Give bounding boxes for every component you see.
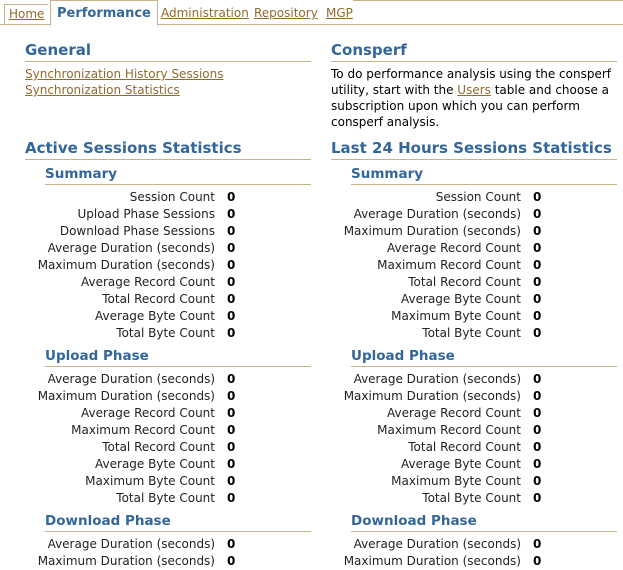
last24-download-title: Download Phase <box>351 512 617 532</box>
stat-row <box>25 206 235 223</box>
stat-value: 0 <box>227 389 236 403</box>
stat-label: Maximum Record Count <box>71 423 215 437</box>
tab-home[interactable]: Home <box>4 4 48 25</box>
stat-value: 0 <box>227 326 236 340</box>
stat-row <box>25 240 235 257</box>
stat-row <box>25 473 235 490</box>
active-summary-title: Summary <box>45 165 311 185</box>
stat-label: Average Duration (seconds) <box>47 372 215 386</box>
last24-summary-section <box>331 165 617 342</box>
active-summary-section <box>25 165 311 342</box>
stat-row <box>331 456 541 473</box>
stat-value: 0 <box>533 491 542 505</box>
stat-label: Maximum Duration (seconds) <box>343 554 521 568</box>
last24-upload-title: Upload Phase <box>351 347 617 367</box>
tab-mgp[interactable]: MGP <box>326 6 353 20</box>
consperf-heading: Consperf <box>331 40 617 62</box>
stat-row <box>25 325 235 342</box>
stat-row <box>331 257 541 274</box>
stat-row <box>331 490 541 507</box>
stat-label: Total Record Count <box>102 440 215 454</box>
stat-value: 0 <box>227 457 236 471</box>
sync-history-sessions-link[interactable]: Synchronization History Sessions <box>25 67 224 81</box>
tab-repository[interactable]: Repository <box>254 6 318 20</box>
stat-label: Maximum Byte Count <box>391 474 521 488</box>
stat-label: Total Record Count <box>102 292 215 306</box>
tab-performance[interactable]: Performance <box>50 0 158 26</box>
stat-value: 0 <box>533 309 542 323</box>
stat-row <box>25 553 235 570</box>
stat-row <box>25 291 235 308</box>
stat-row <box>331 308 541 325</box>
consperf-text-after: table and choose a subscription upon which you can perform consperf analysis. <box>331 83 610 129</box>
stat-row <box>331 473 541 490</box>
stat-row <box>331 189 541 206</box>
stat-label: Maximum Duration (seconds) <box>37 389 215 403</box>
stat-value: 0 <box>533 554 542 568</box>
stat-value: 0 <box>533 457 542 471</box>
stat-row <box>331 371 541 388</box>
active-summary-table <box>25 189 235 342</box>
stat-label: Download Phase Sessions <box>59 224 215 238</box>
stat-value: 0 <box>227 207 236 221</box>
stat-row <box>331 405 541 422</box>
stat-value: 0 <box>227 372 236 386</box>
stat-value: 0 <box>227 554 236 568</box>
stat-value: 0 <box>227 474 236 488</box>
stat-value: 0 <box>533 406 542 420</box>
stat-label: Maximum Duration (seconds) <box>37 258 215 272</box>
right-column <box>331 40 617 570</box>
general-heading: General <box>25 40 311 62</box>
active-download-title: Download Phase <box>45 512 311 532</box>
stat-label: Maximum Byte Count <box>85 474 215 488</box>
stat-row <box>25 274 235 291</box>
stat-label: Average Record Count <box>80 275 215 289</box>
active-upload-title: Upload Phase <box>45 347 311 367</box>
stat-value: 0 <box>533 292 542 306</box>
stat-label: Average Duration (seconds) <box>353 537 521 551</box>
stat-label: Total Byte Count <box>116 491 215 505</box>
stat-label: Session Count <box>129 190 215 204</box>
last24-upload-table <box>331 371 541 507</box>
stat-value: 0 <box>533 241 542 255</box>
stat-value: 0 <box>533 537 542 551</box>
active-download-section <box>25 512 311 570</box>
stat-value: 0 <box>227 275 236 289</box>
stat-row <box>25 257 235 274</box>
active-sessions-heading: Active Sessions Statistics <box>25 138 311 160</box>
stat-label: Average Record Count <box>80 406 215 420</box>
general-links <box>25 66 311 98</box>
stat-row <box>331 240 541 257</box>
stat-label: Maximum Record Count <box>377 258 521 272</box>
last24-upload-section <box>331 347 617 507</box>
stat-value: 0 <box>533 275 542 289</box>
stat-label: Average Byte Count <box>401 457 521 471</box>
stat-value: 0 <box>533 474 542 488</box>
stat-label: Average Duration (seconds) <box>47 241 215 255</box>
last24-download-table <box>331 536 541 570</box>
stat-label: Average Byte Count <box>95 309 215 323</box>
stat-row <box>25 371 235 388</box>
stat-value: 0 <box>227 440 236 454</box>
stat-value: 0 <box>227 190 236 204</box>
stat-row <box>25 388 235 405</box>
stat-label: Total Byte Count <box>116 326 215 340</box>
stat-label: Maximum Byte Count <box>391 309 521 323</box>
stat-label: Session Count <box>435 190 521 204</box>
stat-label: Total Record Count <box>408 440 521 454</box>
stat-value: 0 <box>533 258 542 272</box>
stat-value: 0 <box>533 423 542 437</box>
tab-bar-topline <box>353 0 623 1</box>
stat-row <box>331 325 541 342</box>
stat-label: Maximum Duration (seconds) <box>343 389 521 403</box>
stat-label: Average Record Count <box>386 406 521 420</box>
stat-value: 0 <box>227 224 236 238</box>
stat-label: Total Byte Count <box>422 326 521 340</box>
stat-value: 0 <box>227 309 236 323</box>
stat-value: 0 <box>227 423 236 437</box>
stat-label: Average Duration (seconds) <box>353 207 521 221</box>
stat-row <box>25 189 235 206</box>
last24-sessions-heading: Last 24 Hours Sessions Statistics <box>331 138 617 160</box>
stat-value: 0 <box>227 491 236 505</box>
stat-label: Average Duration (seconds) <box>47 537 215 551</box>
left-column <box>25 40 311 570</box>
stat-row <box>331 388 541 405</box>
consperf-description <box>331 66 613 130</box>
stat-row <box>331 206 541 223</box>
stat-row <box>25 490 235 507</box>
stat-value: 0 <box>227 292 236 306</box>
stat-value: 0 <box>533 190 542 204</box>
stat-value: 0 <box>227 258 236 272</box>
stat-row <box>331 553 541 570</box>
stat-label: Maximum Record Count <box>377 423 521 437</box>
tab-administration[interactable]: Administration <box>161 6 249 20</box>
last24-summary-title: Summary <box>351 165 617 185</box>
stat-label: Average Byte Count <box>401 292 521 306</box>
stat-label: Average Byte Count <box>95 457 215 471</box>
active-upload-section <box>25 347 311 507</box>
stat-row <box>331 291 541 308</box>
stat-label: Average Duration (seconds) <box>353 372 521 386</box>
stat-value: 0 <box>227 406 236 420</box>
stat-row <box>25 308 235 325</box>
stat-row <box>25 439 235 456</box>
users-link[interactable]: Users <box>457 83 491 97</box>
active-download-table <box>25 536 235 570</box>
last24-download-section <box>331 512 617 570</box>
stat-row <box>25 223 235 240</box>
tab-bar <box>0 0 623 26</box>
stat-label: Total Record Count <box>408 275 521 289</box>
sync-statistics-link[interactable]: Synchronization Statistics <box>25 83 180 97</box>
stat-row <box>25 536 235 553</box>
stat-label: Average Record Count <box>386 241 521 255</box>
stat-value: 0 <box>533 326 542 340</box>
stat-label: Maximum Duration (seconds) <box>343 224 521 238</box>
stat-label: Total Byte Count <box>422 491 521 505</box>
active-upload-table <box>25 371 235 507</box>
stat-value: 0 <box>227 241 236 255</box>
consperf-text-before: To do performance analysis using the consperf utility, start with the <box>331 67 611 97</box>
stat-row <box>331 536 541 553</box>
stat-value: 0 <box>533 224 542 238</box>
stat-row <box>331 223 541 240</box>
last24-summary-table <box>331 189 541 342</box>
stat-row <box>331 422 541 439</box>
stat-value: 0 <box>533 372 542 386</box>
stat-label: Maximum Duration (seconds) <box>37 554 215 568</box>
stat-row <box>331 439 541 456</box>
stat-row <box>25 422 235 439</box>
stat-value: 0 <box>533 207 542 221</box>
stat-row <box>331 274 541 291</box>
stat-value: 0 <box>533 389 542 403</box>
stat-row <box>25 456 235 473</box>
stat-value: 0 <box>533 440 542 454</box>
stat-row <box>25 405 235 422</box>
stat-value: 0 <box>227 537 236 551</box>
stat-label: Upload Phase Sessions <box>77 207 215 221</box>
